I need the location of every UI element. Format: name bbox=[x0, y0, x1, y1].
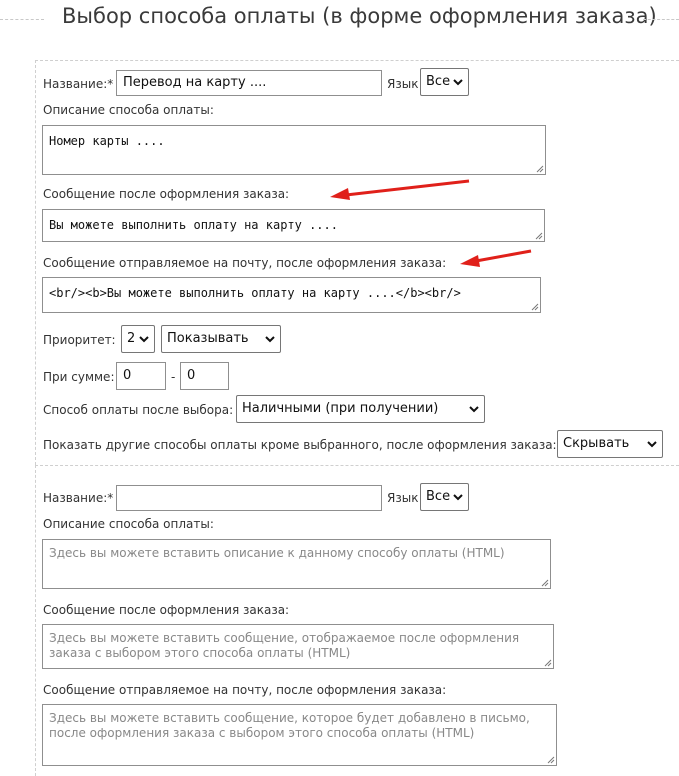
resize-grip-icon[interactable] bbox=[530, 302, 539, 311]
email-message-value: <br/><b>Вы можете выполнить оплату на карту ....</b><br/> bbox=[49, 286, 461, 300]
chevron-down-icon bbox=[139, 335, 149, 343]
name-input[interactable] bbox=[116, 485, 382, 511]
email-message-label: Сообщение отправляемое на почту, после оформления заказа: bbox=[43, 256, 447, 270]
resize-grip-icon[interactable] bbox=[543, 658, 552, 667]
priority-label: Приоритет: bbox=[43, 333, 116, 347]
sum-to-input[interactable]: 0 bbox=[180, 362, 229, 390]
chevron-down-icon bbox=[647, 440, 657, 448]
description-textarea[interactable] bbox=[42, 125, 546, 175]
after-order-message-textarea[interactable] bbox=[42, 624, 554, 669]
email-message-textarea[interactable] bbox=[42, 277, 541, 313]
show-other-methods-select[interactable] bbox=[557, 430, 663, 458]
method-after-choice-label: Способ оплаты после выбора: bbox=[43, 403, 234, 417]
page-title: Выбор способа оплаты (в форме оформления заказа) bbox=[62, 4, 657, 28]
resize-grip-icon[interactable] bbox=[540, 578, 549, 587]
after-order-message-label: Сообщение после оформления заказа: bbox=[43, 187, 290, 201]
chevron-down-icon bbox=[453, 493, 463, 501]
language-label: Язык bbox=[387, 491, 419, 505]
visibility-select[interactable] bbox=[161, 325, 281, 353]
after-order-message-value: Вы можете выполнить оплату на карту .... bbox=[49, 218, 338, 232]
description-label: Описание способа оплаты: bbox=[43, 517, 214, 531]
email-message-textarea[interactable] bbox=[42, 704, 557, 766]
resize-grip-icon[interactable] bbox=[546, 755, 555, 764]
language-select[interactable] bbox=[420, 68, 469, 96]
language-select-value: Все bbox=[426, 489, 451, 504]
name-input[interactable]: Перевод на карту .... bbox=[116, 70, 382, 96]
show-other-methods-value: Скрывать bbox=[563, 436, 630, 451]
description-textarea[interactable] bbox=[42, 539, 551, 589]
description-placeholder: Здесь вы можете вставить описание к данному способу оплаты (HTML) bbox=[49, 546, 505, 560]
chevron-down-icon bbox=[265, 335, 275, 343]
method-after-choice-select[interactable] bbox=[236, 395, 485, 423]
divider bbox=[0, 19, 44, 20]
name-label: Название:* bbox=[43, 491, 114, 505]
section-header bbox=[0, 0, 679, 38]
sum-separator: - bbox=[171, 370, 176, 384]
red-arrow-icon bbox=[324, 178, 472, 202]
method-after-choice-value: Наличными (при получении) bbox=[242, 401, 439, 416]
chevron-down-icon bbox=[469, 405, 479, 413]
divider bbox=[643, 19, 679, 20]
language-select[interactable] bbox=[420, 483, 469, 511]
language-select-value: Все bbox=[426, 74, 451, 89]
show-other-methods-label: Показать другие способы оплаты кроме выбранного, после оформления заказа: bbox=[43, 438, 557, 452]
sum-from-input[interactable]: 0 bbox=[116, 362, 166, 390]
red-arrow-icon bbox=[456, 248, 534, 270]
after-order-message-label: Сообщение после оформления заказа: bbox=[43, 603, 290, 617]
chevron-down-icon bbox=[453, 78, 463, 86]
resize-grip-icon[interactable] bbox=[535, 164, 544, 173]
priority-select-value: 2 bbox=[127, 331, 136, 346]
after-order-message-textarea[interactable] bbox=[42, 209, 545, 242]
email-message-label: Сообщение отправляемое на почту, после оформления заказа: bbox=[43, 683, 447, 697]
email-message-placeholder: Здесь вы можете вставить сообщение, которое будет добавлено в письмо, после оформления заказа с выбором этого способа оплаты (HTML) bbox=[49, 711, 530, 740]
sum-label: При сумме: bbox=[43, 370, 115, 384]
description-value: Номер карты .... bbox=[49, 134, 165, 148]
language-label: Язык bbox=[387, 77, 419, 91]
after-order-message-placeholder: Здесь вы можете вставить сообщение, отображаемое после оформления заказа с выбором этого способа оплаты (HTML) bbox=[49, 631, 520, 660]
priority-select[interactable] bbox=[121, 325, 155, 353]
visibility-select-value: Показывать bbox=[167, 331, 249, 346]
description-label: Описание способа оплаты: bbox=[43, 103, 214, 117]
resize-grip-icon[interactable] bbox=[534, 231, 543, 240]
name-label: Название:* bbox=[43, 77, 114, 91]
